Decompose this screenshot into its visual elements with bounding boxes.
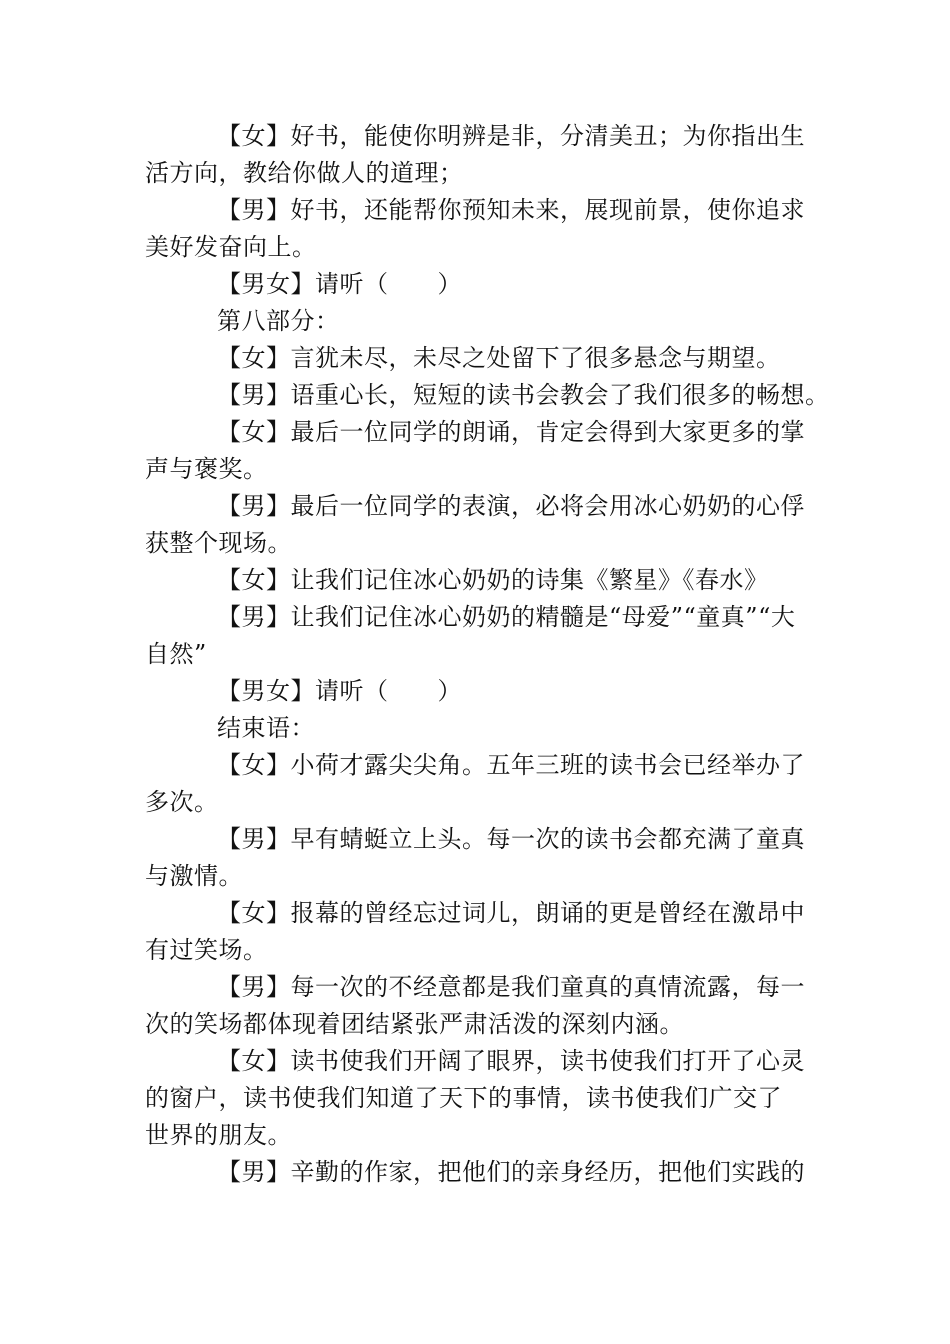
paragraph: 【男】每一次的不经意都是我们童真的真情流露，每一次的笑场都体现着团结紧张严肃活泼的深刻内涵。 (145, 973, 805, 1038)
section-heading: 第八部分： (217, 307, 340, 335)
paragraph: 【女】让我们记住冰心奶奶的诗集《繁星》《春水》 (217, 566, 769, 594)
paragraph: 【男】辛勤的作家，把他们的亲身经历，把他们实践的 (217, 1158, 805, 1186)
paragraph: 【男】语重心长，短短的读书会教会了我们很多的畅想。 (217, 381, 830, 409)
paragraph: 【男】早有蜻蜓立上头。每一次的读书会都充满了童真与激情。 (145, 825, 805, 890)
paragraph: 【女】好书，能使你明辨是非，分清美丑；为你指出生活方向，教给你做人的道理； (145, 122, 805, 187)
paragraph: 【男】最后一位同学的表演，必将会用冰心奶奶的心俘获整个现场。 (145, 492, 805, 557)
paragraph: 【男】让我们记住冰心奶奶的精髓是“母爱”“童真”“大自然” (145, 603, 796, 668)
document-body (145, 118, 830, 1191)
paragraph: 【女】小荷才露尖尖角。五年三班的读书会已经举办了多次。 (145, 751, 805, 816)
paragraph: 【男】好书，还能帮你预知未来，展现前景，使你追求美好发奋向上。 (145, 196, 805, 261)
paragraph: 【女】言犹未尽，未尽之处留下了很多悬念与期望。 (217, 344, 781, 372)
section-heading: 结束语： (217, 714, 315, 742)
paragraph: 【女】读书使我们开阔了眼界，读书使我们打开了心灵的窗户，读书使我们知道了天下的事情，读书使我们广交了世界的朋友。 (145, 1047, 805, 1149)
paragraph: 【男女】请听（ ） (217, 270, 462, 298)
paragraph: 【男女】请听（ ） (217, 677, 462, 705)
paragraph: 【女】最后一位同学的朗诵，肯定会得到大家更多的掌声与褒奖。 (145, 418, 805, 483)
paragraph: 【女】报幕的曾经忘过词儿，朗诵的更是曾经在激昂中有过笑场。 (145, 899, 805, 964)
